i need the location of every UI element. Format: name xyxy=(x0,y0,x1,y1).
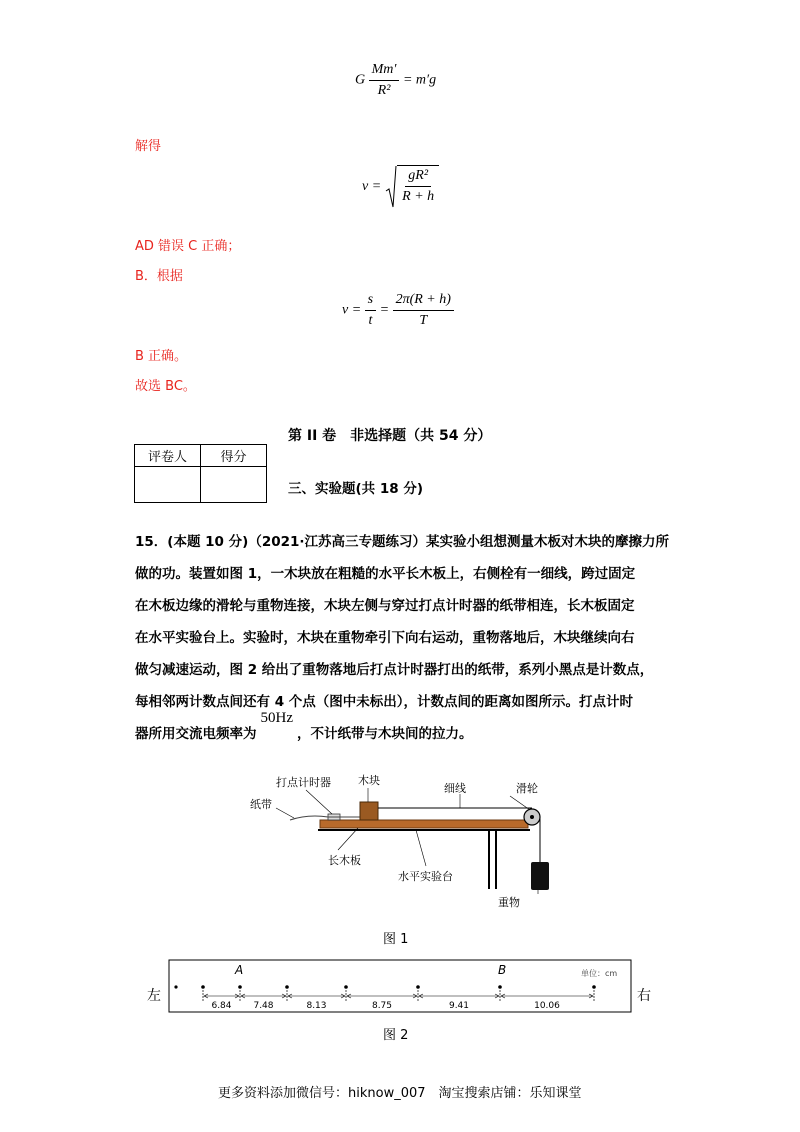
eq3-f1-numerator: s xyxy=(365,292,376,311)
q15-last-pre: 器所用交流电频率为 xyxy=(135,726,257,742)
counting-point xyxy=(344,985,348,989)
solve-label: 解得 xyxy=(135,139,162,154)
label-table: 水平实验台 xyxy=(398,870,453,883)
counting-point xyxy=(285,985,289,989)
tape-start-dot xyxy=(174,985,177,988)
tape-left-label: 左 xyxy=(147,988,161,1004)
q15-line: 做的功。装置如图 1，一木块放在粗糙的水平长木板上，右侧栓有一细线，跨过固定 xyxy=(135,566,636,582)
leader-line xyxy=(338,828,358,850)
weight-block xyxy=(531,862,549,890)
eq3-fraction-1 xyxy=(365,292,376,329)
equation-velocity-sqrt xyxy=(362,165,439,209)
distance-label: 9.41 xyxy=(448,1001,470,1011)
counting-point xyxy=(592,985,596,989)
pulley-axle xyxy=(530,815,534,819)
label-tape: 纸带 xyxy=(250,798,272,811)
q15-line: 做匀减速运动，图 2 给出了重物落地后打点计时器打出的纸带，系列小黑点是计数点， xyxy=(135,662,654,678)
eq1-rhs: = m′g xyxy=(402,72,437,88)
equation-gravity xyxy=(355,62,436,99)
label-block: 木块 xyxy=(358,774,380,787)
line-b: B．根据 xyxy=(135,269,183,284)
eq3-f2-numerator: 2π(R + h) xyxy=(393,292,454,311)
label-board: 长木板 xyxy=(328,854,361,867)
eq3-equals: = xyxy=(379,302,390,318)
leader-line xyxy=(416,830,426,866)
label-weight: 重物 xyxy=(498,896,520,909)
figure-1-apparatus xyxy=(248,772,558,912)
line-b-correct: B 正确。 xyxy=(135,349,188,364)
q15-line: 在水平实验台上。实验时，木块在重物牵引下向右运动，重物落地后，木块继续向右 xyxy=(135,630,635,646)
eq3-f1-denominator: t xyxy=(368,313,373,328)
eq1-fraction xyxy=(369,62,400,99)
counting-point xyxy=(498,985,502,989)
q15-last-line xyxy=(135,710,473,743)
eq2-numerator: gR² xyxy=(405,168,431,187)
grade-table-reviewer-cell xyxy=(135,467,201,503)
footer-text: 更多资料添加微信号：hiknow_007 淘宝搜索店铺：乐知课堂 xyxy=(218,1086,582,1101)
point-a-label: A xyxy=(235,963,244,977)
unit-label: 单位：cm xyxy=(581,969,618,978)
eq3-f2-denominator: T xyxy=(419,313,428,328)
grade-table xyxy=(134,444,267,503)
sub-title: 三、实验题(共 18 分) xyxy=(288,481,424,497)
label-pulley: 滑轮 xyxy=(516,782,538,795)
grade-table-score-cell xyxy=(201,467,267,503)
figure-2-caption: 图 2 xyxy=(383,1028,409,1043)
equation-velocity-period xyxy=(342,292,454,329)
eq3-lhs: v = xyxy=(342,302,362,318)
figure-2-tape xyxy=(145,958,665,1018)
q15-last-post: ，不计纸带与木块间的拉力。 xyxy=(297,726,473,742)
line-choose: 故选 BC。 xyxy=(135,379,196,394)
distance-label: 8.75 xyxy=(371,1001,393,1011)
distance-label: 8.13 xyxy=(306,1001,327,1011)
counting-point xyxy=(201,985,205,989)
distance-label: 10.06 xyxy=(534,1001,560,1011)
eq1-denominator: R² xyxy=(377,83,391,98)
label-timer: 打点计时器 xyxy=(276,776,331,789)
distance-label: 7.48 xyxy=(253,1001,274,1011)
counting-point xyxy=(238,985,242,989)
sqrt-icon xyxy=(385,165,397,209)
point-b-label: B xyxy=(498,963,507,977)
tape-right-label: 右 xyxy=(637,988,651,1004)
leader-line xyxy=(276,808,294,818)
section-title: 第 II 卷 非选择题（共 54 分） xyxy=(288,428,492,444)
question-15 xyxy=(135,526,695,718)
q15-line: 在木板边缘的滑轮与重物连接，木块左侧与穿过打点计时器的纸带相连，长木板固定 xyxy=(135,598,635,614)
leader-line xyxy=(306,790,332,814)
figure-1-caption: 图 1 xyxy=(383,932,409,947)
frequency-value: 50Hz xyxy=(260,710,293,726)
grade-table-score: 得分 xyxy=(201,445,267,467)
eq1-numerator: Mm′ xyxy=(369,62,400,81)
eq1-G: G xyxy=(355,72,366,88)
eq2-denominator: R + h xyxy=(402,189,435,204)
distance-label: 6.84 xyxy=(211,1001,232,1011)
line-ad: AD 错误 C 正确； xyxy=(135,239,241,254)
paper-tape xyxy=(290,816,360,820)
q15-line: 15．(本题 10 分)（2021·江苏高三专题练习）某实验小组想测量木板对木块的摩擦力所 xyxy=(135,534,670,550)
q15-line: 每相邻两计数点间还有 4 个点（图中未标出），计数点间的距离如图所示。打点计时 xyxy=(135,694,634,710)
eq2-lhs: v = xyxy=(362,179,382,194)
grade-table-reviewer: 评卷人 xyxy=(135,445,201,467)
eq2-fraction xyxy=(399,168,437,205)
counting-point xyxy=(416,985,420,989)
label-string: 细线 xyxy=(444,782,466,795)
wooden-block xyxy=(360,802,378,820)
long-board xyxy=(320,820,528,828)
eq3-fraction-2 xyxy=(393,292,454,329)
